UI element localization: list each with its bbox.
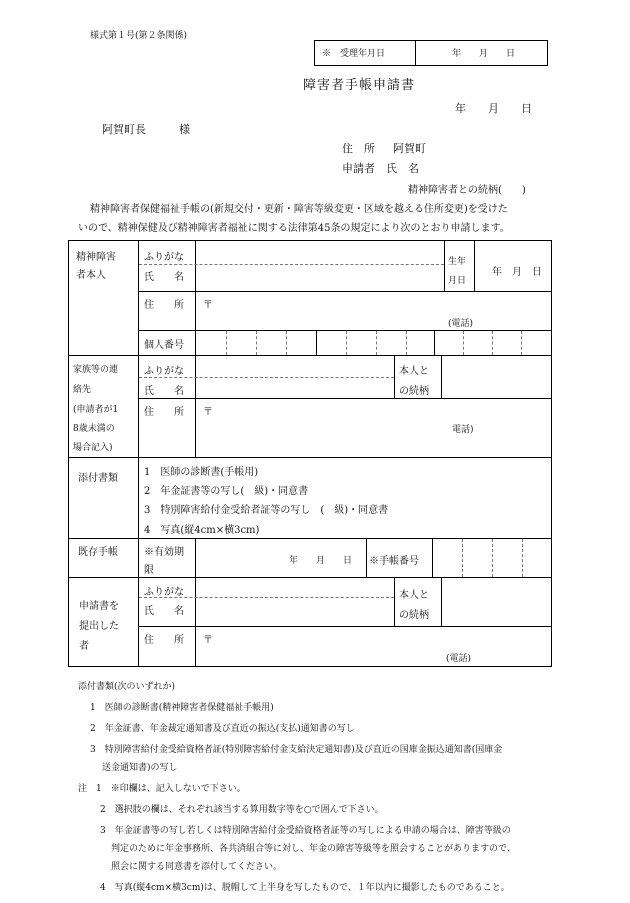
family-heading-4: 8歳未満の bbox=[73, 424, 115, 434]
person-phone-label: (電話) bbox=[448, 319, 474, 329]
existing-validity-label-2: 限 bbox=[144, 565, 154, 576]
existing-heading: 既存手帳 bbox=[78, 547, 118, 558]
applicant-address-label: 住 所 bbox=[342, 142, 375, 155]
family-address-label: 住 所 bbox=[144, 407, 184, 418]
submitter-heading-1: 申請書を bbox=[79, 601, 119, 612]
attach-item-3: 3 特別障害給付金受給者証等の写し ( 級)・同意書 bbox=[144, 505, 389, 516]
attachments-note-item-2: 2 年金証書、年金裁定通知書及び直近の振込(支払)通知書の写し bbox=[90, 724, 355, 734]
attachments-note-heading: 添付書類(次のいずれか) bbox=[78, 682, 176, 692]
submitter-postal-mark: 〒 bbox=[203, 635, 213, 646]
existing-validity-date: 年 月 日 bbox=[289, 556, 353, 566]
form-number: 様式第１号(第２条関係) bbox=[90, 31, 188, 41]
attachments-note-item-1: 1 医師の診断書(精神障害者保健福祉手帳用) bbox=[90, 703, 274, 713]
person-my-number-label: 個人番号 bbox=[144, 340, 184, 351]
submitter-relation-label-2: の続柄 bbox=[399, 610, 429, 621]
person-furigana-label: ふりがな bbox=[144, 252, 184, 263]
addressee: 阿賀町長 様 bbox=[102, 123, 190, 136]
person-address-label: 住 所 bbox=[144, 300, 184, 311]
receipt-label: ※ 受理年月日 bbox=[322, 49, 386, 59]
applicant-relation: 精神障害者との続柄( ) bbox=[408, 185, 526, 196]
family-furigana-label: ふりがな bbox=[144, 366, 184, 377]
note-3-line-1: 3 年金証書等の写し若しくは特別障害給付金受給資格者証等の写しによる申請の場合は、障害等級の bbox=[100, 826, 511, 836]
family-heading-5: 場合記入) bbox=[73, 443, 113, 453]
submitter-name-label: 氏 名 bbox=[144, 606, 184, 617]
submitter-phone-label: (電話) bbox=[446, 654, 472, 664]
person-birth-label-1: 生年 bbox=[448, 257, 467, 267]
intro-line-2: いので、精神保健及び精神障害者福祉に関する法律第45条の規定により次のとおり申請します。 bbox=[78, 223, 510, 234]
document-title: 障害者手帳申請書 bbox=[303, 78, 416, 93]
applicant-address-value: 阿賀町 bbox=[393, 142, 426, 155]
family-heading-1: 家族等の連 bbox=[73, 365, 119, 375]
note-1: 注 1 ※印欄は、記入しないで下さい。 bbox=[78, 784, 246, 794]
submitter-heading-3: 者 bbox=[79, 641, 89, 652]
note-3-line-3: 照会に関する同意書を添付してください。 bbox=[111, 862, 283, 872]
existing-validity-label-1: ※有効期 bbox=[144, 547, 184, 558]
person-name-label: 氏 名 bbox=[144, 272, 184, 283]
attach-item-1: 1 医師の診断書(手帳用) bbox=[144, 467, 259, 478]
note-2: 2 選択肢の欄は、それぞれ該当する算用数字等を○で囲んで下さい。 bbox=[100, 805, 384, 815]
existing-number-label: ※手帳番号 bbox=[369, 556, 419, 567]
attach-item-4: 4 写真(縦4cm×横3cm) bbox=[144, 525, 260, 536]
person-postal-mark: 〒 bbox=[203, 300, 213, 311]
note-4: 4 写真(縦4cm×横3cm)は、脱帽して上半身を写したもので、１年以内に撮影したものであること。 bbox=[100, 883, 510, 893]
person-heading-2: 者本人 bbox=[76, 270, 106, 281]
submitter-relation-label-1: 本人と bbox=[399, 590, 429, 601]
family-heading-3: (申請者が1 bbox=[73, 405, 119, 415]
family-relation-label-2: の続柄 bbox=[399, 386, 429, 397]
application-date: 年 月 日 bbox=[455, 102, 532, 115]
attach-heading: 添付書類 bbox=[78, 473, 118, 484]
applicant-name-label: 申請者 氏 名 bbox=[342, 162, 419, 175]
family-postal-mark: 〒 bbox=[203, 407, 213, 418]
family-phone-label: 電話) bbox=[452, 425, 474, 435]
submitter-address-label: 住 所 bbox=[144, 635, 184, 646]
family-heading-2: 絡先 bbox=[73, 385, 92, 395]
receipt-date: 年 月 日 bbox=[452, 49, 516, 59]
attach-item-2: 2 年金証書等の写し( 級)・同意書 bbox=[144, 486, 309, 497]
submitter-heading-2: 提出した bbox=[79, 621, 119, 632]
person-heading-1: 精神障害 bbox=[76, 252, 116, 263]
person-birth-value: 年 月 日 bbox=[492, 267, 542, 278]
intro-line-1: 精神障害者保健福祉手帳の(新規交付・更新・障害等級変更・区域を越える住所変更)を受けた bbox=[90, 204, 508, 215]
attachments-note-item-3-line-1: 3 特別障害給付金受給資格者証(特別障害給付金支給決定通知書)及び直近の国庫金振込通知書(国庫金 bbox=[90, 745, 503, 755]
family-name-label: 氏 名 bbox=[144, 386, 184, 397]
family-relation-label-1: 本人と bbox=[399, 366, 429, 377]
person-birth-label-2: 月日 bbox=[448, 276, 467, 286]
note-3-line-2: 判定のために年金事務所、各共済組合等に対し、年金の障害等級等を照会することがありますので、 bbox=[111, 844, 516, 854]
attachments-note-item-3-line-2: 送金通知書)の写し bbox=[102, 763, 178, 773]
submitter-furigana-label: ふりがな bbox=[144, 587, 184, 598]
